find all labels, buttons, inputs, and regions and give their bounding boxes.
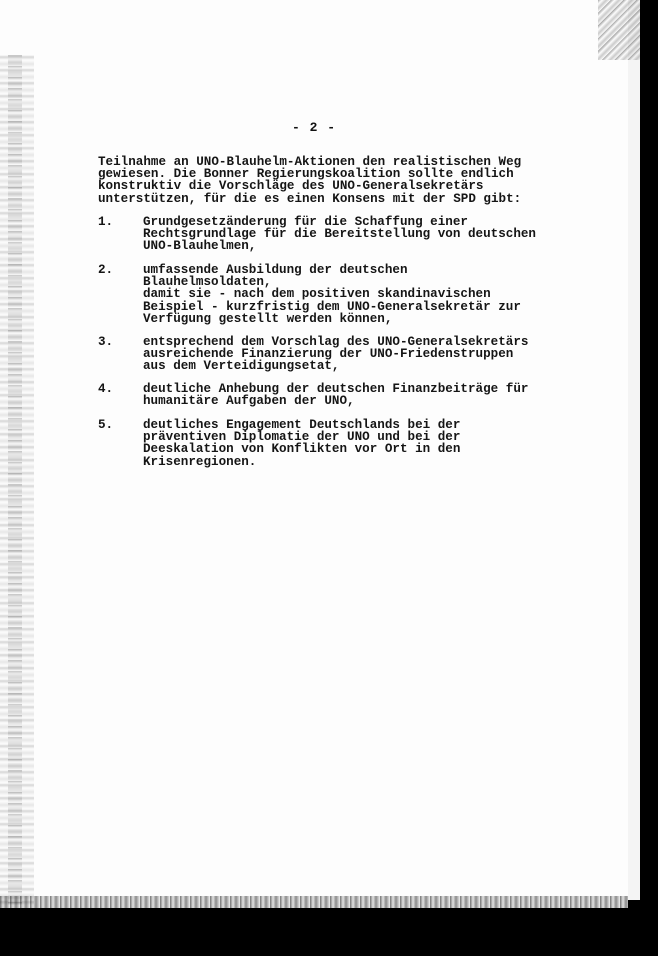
scan-bottom-edge — [0, 896, 628, 908]
list-item-number: 5. — [98, 418, 114, 432]
list-item-number: 2. — [98, 263, 114, 277]
list-item-number: 4. — [98, 382, 114, 396]
scan-left-edge — [0, 55, 34, 905]
list-item-text: Grundgesetzänderung für die Schaffung einer Rechtsgrundlage für die Bereitstellung von deutschen UNO-Blauhelmen, — [143, 215, 536, 254]
intro-paragraph: Teilnahme an UNO-Blauhelm-Aktionen den realistischen Weg gewiesen. Die Bonner Regierungskoalition sollte endlich konstruktiv die Vorschläge des UNO-Generalsekretärs unterstützen, für die es einen Konsens mit der SPD gibt: — [98, 155, 522, 206]
list-item-number: 3. — [98, 335, 114, 349]
list-item-text: entsprechend dem Vorschlag des UNO-Generalsekretärs ausreichende Finanzierung der UNO-Friedenstruppen aus dem Verteidigungsetat, — [143, 335, 529, 374]
list-item-number: 1. — [98, 215, 114, 229]
list-item-text: deutliche Anhebung der deutschen Finanzbeiträge für humanitäre Aufgaben der UNO, — [143, 382, 529, 409]
page-number: - 2 - — [292, 120, 337, 135]
list-item-text: umfassende Ausbildung der deutschen Blauhelmsoldaten, damit sie - nach dem positiven skandinavischen Beispiel - kurzfristig dem UNO-Generalsekretär zur Verfügung gestellt werden können, — [143, 263, 521, 326]
scan-right-margin — [628, 0, 640, 900]
list-item-text: deutliches Engagement Deutschlands bei der präventiven Diplomatie der UNO und bei der Deeskalation von Konflikten vor Ort in den Krisenregionen. — [143, 418, 461, 469]
scan-right-border — [628, 0, 658, 956]
scan-corner-noise — [598, 0, 640, 60]
